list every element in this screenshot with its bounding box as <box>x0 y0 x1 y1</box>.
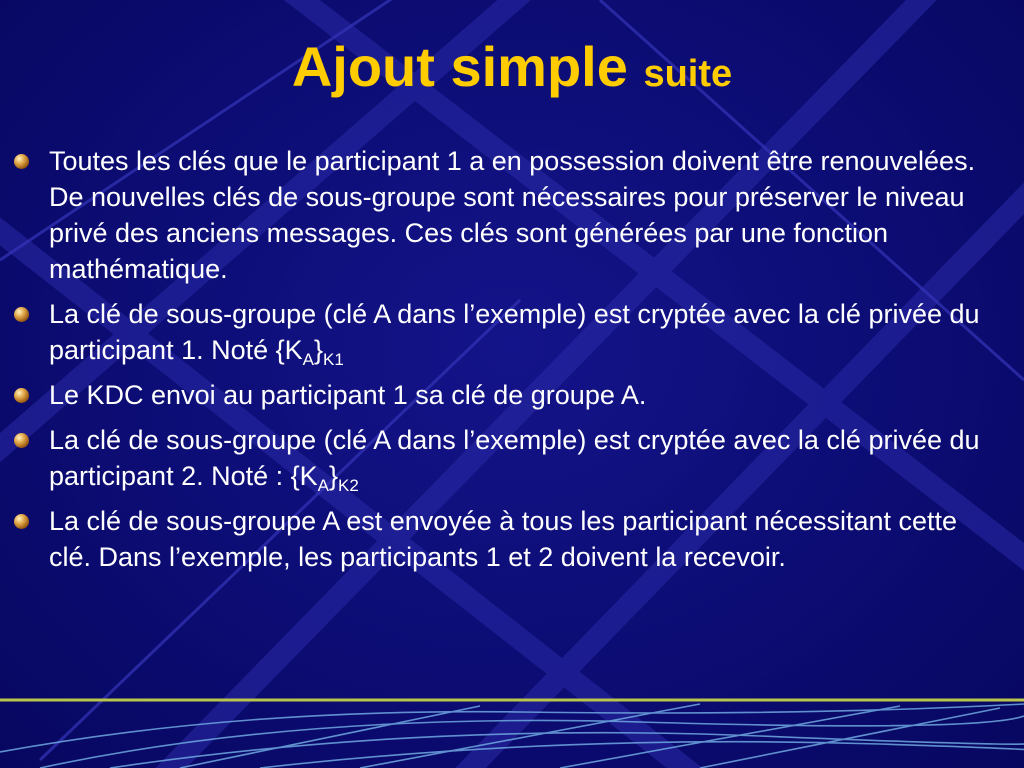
bullet-icon <box>14 514 29 529</box>
slide-title <box>0 34 1024 107</box>
list-item <box>14 296 1004 368</box>
subscript: A <box>317 476 329 495</box>
subscript: A <box>302 350 314 369</box>
bullet-text: La clé de sous-groupe (clé A dans l’exemple) est cryptée avec la clé privée du participant 1. Noté {K <box>49 299 980 365</box>
bullet-text: La clé de sous-groupe (clé A dans l’exemple) est cryptée avec la clé privée du participant 2. Noté : {K <box>49 425 980 491</box>
bullet-text: Toutes les clés que le participant 1 a en possession doivent être renouvelées. De nouvelles clés de sous-groupe sont nécessaires pour préserver le niveau privé des anciens messages. Ces clés sont générées par une fonction mathématique. <box>49 146 976 284</box>
bullet-text: La clé de sous-groupe A est envoyée à tous les participant nécessitant cette clé. Dans l’exemple, les participants 1 et 2 doivent la recevoir. <box>49 506 958 572</box>
title-main: Ajout simple <box>291 35 628 98</box>
bullet-icon <box>14 433 29 448</box>
list-item <box>14 143 1004 287</box>
subscript: K1 <box>323 350 344 369</box>
list-item <box>14 422 1004 494</box>
bullet-text: } <box>329 461 339 491</box>
bullet-icon <box>14 388 29 403</box>
bullet-text: } <box>314 335 324 365</box>
bullet-list <box>14 143 1004 584</box>
list-item <box>14 377 1004 413</box>
title-suffix: suite <box>643 53 733 95</box>
bullet-text: Le KDC envoi au participant 1 sa clé de groupe A. <box>49 380 647 410</box>
bullet-icon <box>14 307 29 322</box>
bullet-icon <box>14 154 29 169</box>
list-item <box>14 503 1004 575</box>
subscript: K2 <box>338 476 359 495</box>
